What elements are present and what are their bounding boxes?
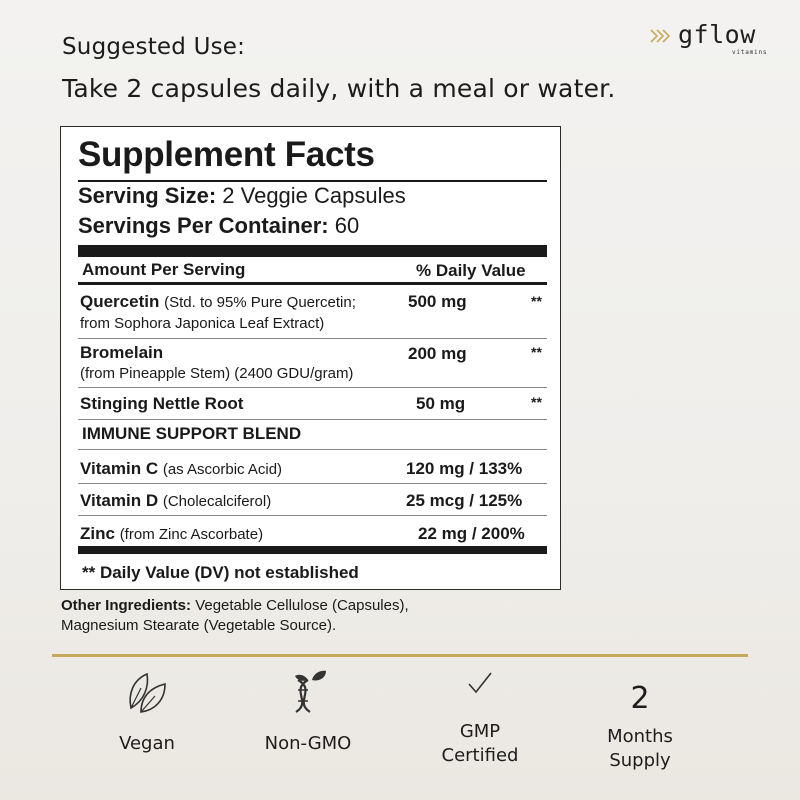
brand-logo — [650, 16, 775, 64]
nutrient-name: Bromelain — [80, 343, 164, 362]
leaf-icon — [125, 668, 169, 716]
badge-gmp-certified — [405, 668, 555, 768]
thick-divider — [78, 546, 547, 554]
blend-nutrient-label: Vitamin D — [80, 491, 159, 510]
checkmark-icon — [465, 668, 495, 698]
footnote: ** Daily Value (DV) not established — [82, 563, 359, 582]
brand-tagline: vitamins — [732, 49, 768, 56]
badge-label-line1: GMP — [459, 721, 501, 742]
blend-nutrient-note: (from Zinc Ascorbate) — [119, 526, 264, 543]
divider — [78, 387, 547, 388]
thick-divider — [78, 245, 547, 257]
badge-label-line2: Supply — [609, 750, 671, 771]
amount-per-serving-header: Amount Per Serving — [82, 260, 246, 279]
blend-nutrient-note: (as Ascorbic Acid) — [162, 461, 283, 478]
badge-label-line1: Months — [607, 726, 673, 747]
nutrient-name: Stinging Nettle Root — [80, 394, 244, 413]
blend-nutrient-note: (Cholecalciferol) — [162, 493, 272, 510]
badge-label: Non-GMO — [264, 733, 352, 754]
divider — [78, 282, 547, 285]
facts-title: Supplement Facts — [78, 135, 375, 174]
divider — [78, 483, 547, 484]
supply-number: 2 — [630, 681, 650, 716]
blend-nutrient-label: Vitamin C — [80, 459, 159, 478]
other-ingredients-line1: Vegetable Cellulose (Capsules), — [195, 597, 409, 614]
badge-vegan — [72, 668, 222, 756]
badge-label-line2: Certified — [441, 745, 519, 766]
nutrient-amount: 50 mg — [416, 394, 466, 413]
blend-nutrient-amount: 120 mg / 133% — [406, 459, 523, 478]
daily-value-header: % Daily Value — [416, 261, 526, 280]
divider — [78, 515, 547, 516]
other-ingredients-label: Other Ingredients: — [61, 597, 192, 614]
badge-label: Vegan — [119, 733, 175, 754]
servings-value: 60 — [334, 213, 360, 238]
badge-months-supply — [565, 668, 715, 773]
blend-nutrient-label: Zinc — [80, 524, 115, 543]
divider — [78, 180, 547, 182]
immune-support-blend-header: IMMUNE SUPPORT BLEND — [82, 424, 302, 443]
blend-nutrient-name — [80, 491, 271, 511]
nutrient-dv: ** — [531, 344, 542, 360]
nutrient-dv: ** — [531, 293, 542, 309]
gold-divider — [52, 654, 748, 657]
servings-label: Servings Per Container: — [78, 213, 329, 238]
serving-size-value: 2 Veggie Capsules — [222, 183, 406, 208]
chevrons-icon — [650, 28, 674, 44]
divider — [78, 338, 547, 339]
suggested-use-heading: Suggested Use: — [62, 34, 246, 60]
blend-nutrient-amount: 22 mg / 200% — [418, 524, 525, 543]
supplement-facts-panel — [60, 126, 561, 590]
serving-size-label: Serving Size: — [78, 183, 217, 208]
other-ingredients — [61, 596, 561, 636]
blend-nutrient-amount: 25 mcg / 125% — [406, 491, 523, 510]
servings-per-container — [78, 213, 359, 239]
suggested-use-text: Take 2 capsules daily, with a meal or water. — [62, 74, 616, 103]
badge-non-gmo — [233, 668, 383, 756]
divider — [78, 419, 547, 420]
blend-nutrient-name — [80, 524, 263, 544]
nutrient-amount: 500 mg — [408, 292, 467, 311]
divider — [78, 449, 547, 450]
other-ingredients-line2: Magnesium Stearate (Vegetable Source). — [61, 617, 337, 634]
nutrient-subtext: from Sophora Japonica Leaf Extract) — [80, 315, 325, 332]
serving-size — [78, 183, 406, 209]
nutrient-name — [80, 292, 356, 312]
dna-leaf-icon — [286, 668, 330, 716]
nutrient-subtext: (from Pineapple Stem) (2400 GDU/gram) — [80, 365, 354, 382]
blend-nutrient-name — [80, 459, 282, 479]
brand-name: gflow — [678, 20, 756, 49]
nutrient-amount: 200 mg — [408, 344, 467, 363]
nutrient-label: Quercetin — [80, 292, 160, 311]
nutrient-dv: ** — [531, 394, 542, 410]
nutrient-note: (Std. to 95% Pure Quercetin; — [164, 294, 356, 311]
